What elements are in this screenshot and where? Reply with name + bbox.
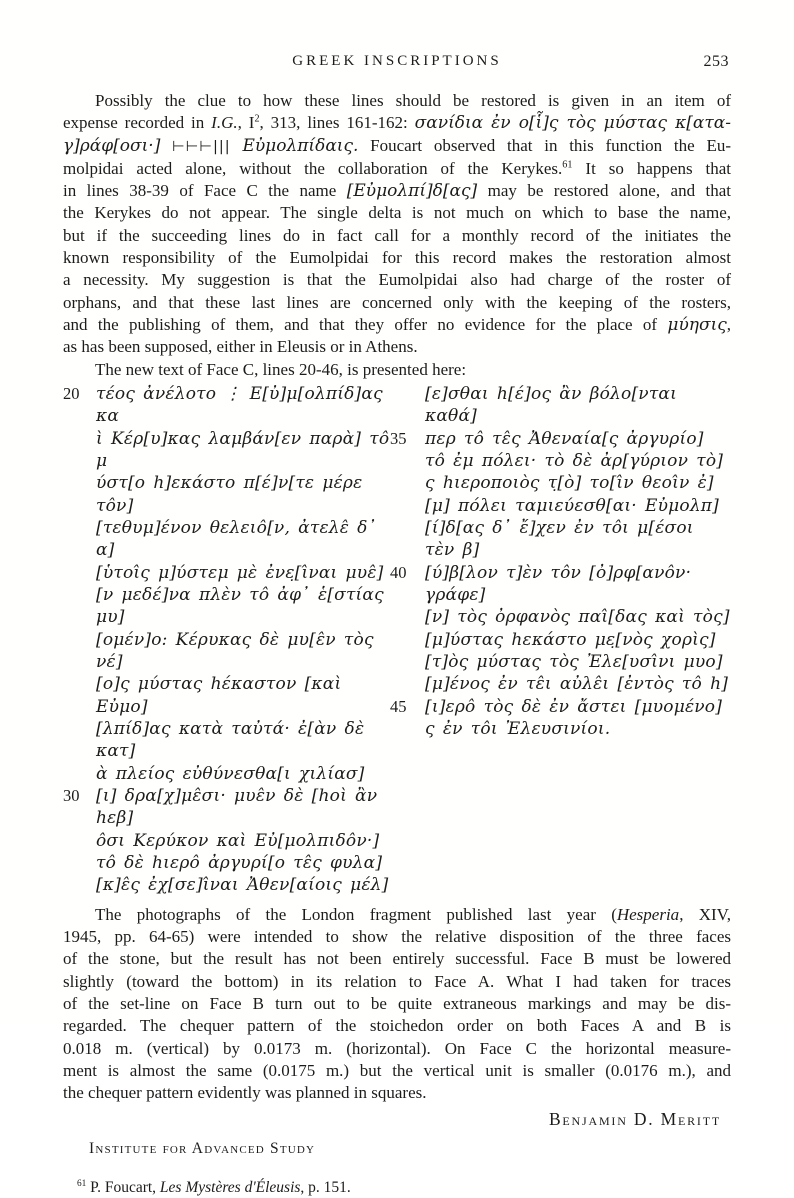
greek-line-text: ς ἐν το̂ι Ἐλευσινίοι. bbox=[425, 719, 611, 740]
inscription-line-number bbox=[63, 763, 96, 785]
greek-line bbox=[63, 673, 390, 718]
inscription-line-number bbox=[63, 830, 96, 852]
greek-line bbox=[390, 651, 731, 673]
greek-line bbox=[390, 562, 731, 607]
author-affiliation: Institute for Advanced Study bbox=[89, 1140, 316, 1158]
greek-line bbox=[390, 472, 731, 494]
greek-line-text: ὶ Κέρ[υ]κας λαμβάν[εν παρὰ] το̂ μ bbox=[96, 428, 390, 471]
inscription-line-number bbox=[390, 472, 425, 494]
greek-line bbox=[63, 830, 390, 852]
greek-line-text: [ο]ς μύστας hέκαστον [καὶ Εὐμο] bbox=[96, 674, 342, 717]
inscription-line-number bbox=[390, 606, 425, 628]
greek-line-text: [ί]δ[ας δ᾽ ἔ]χεν ἐν το̂ι μ[έσοι τὲν β] bbox=[425, 517, 694, 561]
text-line: The new text of Face C, lines 20-46, is presented here: bbox=[95, 359, 467, 379]
paragraph-intro bbox=[63, 90, 731, 359]
greek-line-text: ο̂σι Κερύκον καὶ Εὐ[μολπιδο̂ν·] bbox=[96, 830, 380, 851]
greek-line-text: [μ] πόλει ταμιεύεσθ[αι· Εὐμολπ] bbox=[425, 495, 720, 516]
greek-line-text: [ύ]β[λον τ]ὲν το̂ν [ὀ]ρφ[ανο̂ν· γράφε] bbox=[425, 562, 692, 605]
text-line: in lines 38-39 of Face C the name [Εὐμολπί]δ[ας] may be restored alone, and that bbox=[63, 181, 732, 202]
inscription-line-number bbox=[390, 517, 425, 562]
greek-line-text: [ι] δρα[χ]με̂σι· μυε̂ν δὲ [hοὶ ἂν hεβ] bbox=[96, 786, 378, 829]
greek-line bbox=[390, 696, 731, 718]
greek-line bbox=[63, 562, 390, 584]
greek-line bbox=[63, 472, 390, 517]
text-line: the chequer pattern evidently was planned in squares. bbox=[63, 1083, 427, 1103]
paragraph-photographs bbox=[63, 904, 731, 1105]
inscription-line-number bbox=[63, 428, 96, 473]
inscription-line-number bbox=[63, 718, 96, 763]
greek-line bbox=[390, 495, 731, 517]
inscription-line-number: 40 bbox=[390, 562, 407, 582]
greek-line-text: το̂ ἐμ πόλει· τὸ δὲ ἀρ[γύριον τὸ] bbox=[425, 450, 724, 471]
greek-phrase: γ]ράφ[οσι·] bbox=[63, 135, 161, 156]
text-line: and the publishing of them, and that they offer no evidence for the place of μύησις, bbox=[63, 314, 731, 335]
greek-line-text: [τεθυμ]ένον θελειο̂[ν, ἀτελε̂ δ᾽ α] bbox=[96, 517, 377, 561]
inscription-line-number bbox=[390, 383, 425, 428]
text-line: orphans, and that these last lines are concerned only with the keeping of the rosters, bbox=[63, 292, 731, 312]
text-line: The photographs of the London fragment published last year (Hesperia, XIV, bbox=[95, 904, 731, 924]
greek-line-text: [τ]ὸς μύστας τὸς Ἐλε[υσι̂νι μυο] bbox=[425, 651, 723, 672]
inscription-line-number bbox=[63, 629, 96, 674]
greek-line-text: [κ]ε̂ς ἐχ[σε]ι̂ναι Ἀθεν[αίοις μέλ] bbox=[96, 875, 389, 896]
greek-line bbox=[63, 584, 390, 629]
inscription-line-number bbox=[390, 495, 425, 517]
greek-line-text: ς hιεροποιὸς τ̣[ὸ] το[ι̂ν θεοι̂ν ἐ] bbox=[425, 473, 714, 494]
inscription-line-number: 20 bbox=[63, 383, 80, 403]
inscription-line-number bbox=[63, 852, 96, 874]
drachma-numeral: ⊢⊢⊢||| bbox=[172, 138, 231, 155]
greek-line-text: [ε]σθαι h[έ]ος ἂν βόλο[νται καθά] bbox=[425, 383, 677, 427]
text-line: ment is almost the same (0.0175 m.) but the vertical unit is smaller (0.0176 m.), and bbox=[63, 1060, 731, 1080]
text-line: of the set-line on Face B turn out to be quite extraneous markings and may be dis- bbox=[63, 993, 731, 1013]
greek-line-text: [ομέν]ο: Κέρυκας δὲ μυ[ε̂ν τὸς νέ] bbox=[96, 629, 374, 672]
inscription-line-number bbox=[63, 584, 96, 629]
inscription-line-number bbox=[63, 517, 96, 562]
greek-line bbox=[63, 718, 390, 763]
paragraph-lead-in bbox=[63, 359, 731, 381]
inscription-line-number bbox=[63, 874, 96, 896]
text-line: regarded. The chequer pattern of the stoichedon order on both Faces A and B is bbox=[63, 1016, 731, 1036]
greek-line bbox=[390, 606, 731, 628]
text-line: expense recorded in I.G., $I^2$, 313, lines 161-162: σανίδια ἐν ο[ἷ]ς τὸς μύστας κ[ατα- bbox=[63, 113, 732, 134]
greek-line-text: [ὑτοι̂ς μ]ύστεμ μὲ ἐνε̣[ι̂ναι μυε̂] bbox=[96, 562, 384, 583]
greek-line bbox=[63, 785, 390, 830]
running-header bbox=[63, 52, 731, 71]
greek-phrase: [Εὐμολπί]δ[ας] bbox=[346, 181, 478, 202]
greek-line bbox=[390, 629, 731, 651]
greek-line-text: ὰ πλείος εὐθύνεσθα[ι χιλίασ] bbox=[96, 763, 365, 784]
inscription-line-number bbox=[390, 450, 425, 472]
greek-line-text: [ν] τὸς ὀρφανὸς παι̂[δας καὶ τὸς] bbox=[425, 607, 730, 628]
greek-line bbox=[63, 874, 390, 896]
greek-phrase: σανίδια ἐν ο[ἷ]ς τὸς μύστας κ[ατα- bbox=[414, 113, 732, 134]
footnote: $^{61}$ P. Foucart, Les Mystères d'Éleusis, p. 151. bbox=[77, 1179, 351, 1197]
greek-line-text: [μ]ύστας hεκάστο με̣[νὸς χορὶς] bbox=[425, 629, 716, 650]
inscription-line-number bbox=[390, 651, 425, 673]
text-line: 1945, pp. 64-65) were intended to show the relative disposition of the three faces bbox=[63, 927, 731, 947]
greek-line bbox=[390, 718, 731, 740]
greek-line-text: [μ]ένος ἐν τε̂ι αὐλε̂ι [ἐντὸς το̂ h] bbox=[425, 674, 729, 695]
inscription-line-number: 30 bbox=[63, 786, 80, 806]
inscription-line-number bbox=[63, 562, 96, 584]
text-line: slightly (toward the bottom) in its relation to Face A. What I had taken for traces bbox=[63, 971, 731, 991]
greek-line bbox=[63, 763, 390, 785]
greek-line-text: περ το̂ τε̂ς Ἀθεναία[ς ἀργυρίο] bbox=[425, 428, 704, 449]
inscription-line-number bbox=[390, 673, 425, 695]
page-number: 253 bbox=[703, 53, 729, 70]
greek-line-text: ύστ[ο h]εκάστο π[έ]ν[τε μέρε το̂ν] bbox=[96, 473, 363, 516]
greek-text-block bbox=[63, 383, 731, 897]
text-line: but if the succeeding lines do in fact call for a monthly record of the initiates the bbox=[63, 225, 731, 245]
greek-line bbox=[390, 383, 731, 428]
greek-line-text: [λπίδ]ας κατὰ ταὐτά· ἐ[ὰν δὲ κατ] bbox=[96, 719, 365, 762]
page-title: GREEK INSCRIPTIONS bbox=[292, 53, 502, 69]
greek-right-column bbox=[390, 383, 731, 897]
greek-line bbox=[63, 383, 390, 428]
inscription-line-number: 35 bbox=[390, 428, 407, 448]
text-line: of the stone, but the result has not been entirely successful. Face B must be lowered bbox=[63, 949, 731, 969]
inscription-line-number bbox=[390, 629, 425, 651]
inscription-line-number bbox=[63, 673, 96, 718]
greek-line bbox=[63, 517, 390, 562]
inscription-line-number bbox=[63, 472, 96, 517]
greek-line-text: [ι]ερο̂ τὸς δὲ ἐν ἄστει [μυομένο] bbox=[425, 696, 723, 717]
text-line: as has been supposed, either in Eleusis or in Athens. bbox=[63, 337, 418, 357]
greek-line bbox=[390, 428, 731, 450]
text-line: molpidai acted alone, without the collaboration of the Kerykes.$^{61}$ It so happens that bbox=[63, 158, 732, 178]
greek-line-text: [ν μεδέ]να πλὲν το̂ ἀφ᾽ ἑ[στίας μυ] bbox=[96, 584, 384, 628]
author-signature: Benjamin D. Meritt bbox=[548, 1109, 721, 1130]
greek-line bbox=[63, 852, 390, 874]
greek-line bbox=[63, 629, 390, 674]
greek-line bbox=[63, 428, 390, 473]
text-line: a necessity. My suggestion is that the Eumolpidai also had charge of the roster of bbox=[63, 270, 731, 290]
inscription-line-number bbox=[390, 718, 425, 740]
greek-phrase: Εὐμολπίδαις. bbox=[242, 135, 359, 156]
text-line: γ]ράφ[οσι·] ⊢⊢⊢||| Εὐμολπίδαις. Foucart observed that in this function the Eu- bbox=[63, 135, 732, 156]
greek-line bbox=[390, 517, 731, 562]
text-line: Possibly the clue to how these lines should be restored is given in an item of bbox=[95, 91, 731, 110]
greek-line-text: τέος ἀνέλοτο ⋮ Ε[ὐ]μ[ολπίδ]ας κα bbox=[96, 383, 383, 427]
text-line: the Kerykes do not appear. The single delta is not much on which to base the name, bbox=[63, 203, 731, 223]
greek-line bbox=[390, 673, 731, 695]
greek-line bbox=[390, 450, 731, 472]
greek-left-column bbox=[63, 383, 390, 897]
greek-phrase: μύησις bbox=[667, 314, 727, 335]
text-line: 0.018 m. (vertical) by 0.0173 m. (horizontal). On Face C the horizontal measure- bbox=[63, 1038, 731, 1058]
greek-line-text: το̂ δὲ hιερο̂ ἀργυρί[ο τε̂ς φυλα] bbox=[96, 853, 383, 874]
inscription-line-number: 45 bbox=[390, 696, 407, 716]
text-line: known responsibility of the Eumolpidai for this record makes the restoration almost bbox=[63, 248, 731, 268]
